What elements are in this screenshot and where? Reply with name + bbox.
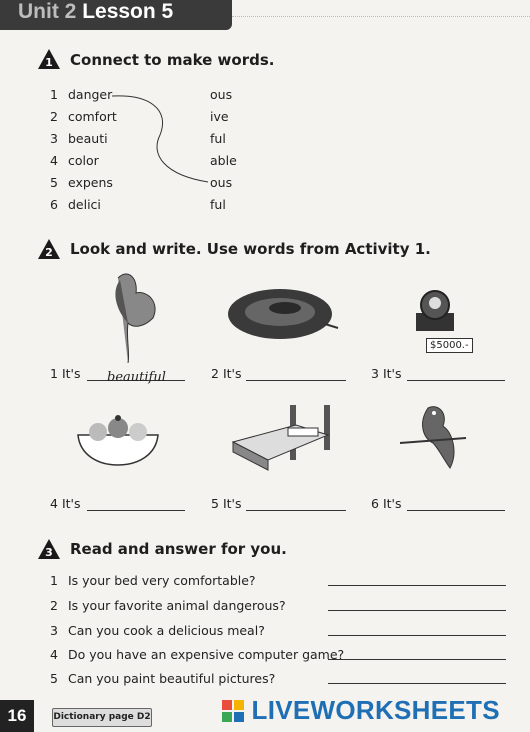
section-3-badge xyxy=(37,538,59,558)
suffix-1[interactable]: ous xyxy=(210,87,233,102)
suffix-5[interactable]: ous xyxy=(210,175,233,190)
brand-name: LIVEWORKSHEETS xyxy=(251,695,500,725)
answer-line-5[interactable] xyxy=(246,496,346,511)
dictionary-reference: Dictionary page D2 xyxy=(52,708,152,727)
section-3-title: Read and answer for you. xyxy=(70,540,287,558)
left-word-1: 1 danger xyxy=(50,87,113,102)
question-2-answer-line[interactable] xyxy=(328,596,506,611)
left-word-4: 4 color xyxy=(50,153,99,168)
answer-1-text: beautiful xyxy=(107,370,166,385)
question-1: 1 Is your bed very comfortable? xyxy=(50,573,256,588)
suffix-2[interactable]: ive xyxy=(210,109,229,124)
unit-label: Unit 2 xyxy=(18,0,77,23)
question-5: 5 Can you paint beautiful pictures? xyxy=(50,671,276,686)
header-dotted-rule xyxy=(232,2,530,17)
snake-icon xyxy=(225,284,340,344)
answer-line-1[interactable] xyxy=(87,366,185,385)
liveworksheets-logo[interactable] xyxy=(222,696,500,724)
answer-line-3[interactable] xyxy=(407,366,505,381)
answer-line-6[interactable] xyxy=(407,496,505,511)
section-2-title: Look and write. Use words from Activity 1. xyxy=(70,240,431,258)
section-1-badge xyxy=(37,48,59,68)
ring-icon xyxy=(410,283,460,333)
bed-icon xyxy=(228,400,333,475)
item-5: 5 It's xyxy=(211,496,242,511)
question-3-answer-line[interactable] xyxy=(328,621,506,636)
question-5-answer-line[interactable] xyxy=(328,669,506,684)
left-word-3: 3 beauti xyxy=(50,131,108,146)
price-tag: $5000.- xyxy=(426,338,473,353)
suffix-4[interactable]: able xyxy=(210,153,237,168)
section-1-number: 1 xyxy=(45,56,53,69)
example-connector-line xyxy=(110,90,210,190)
item-1: 1 It's xyxy=(50,366,81,381)
left-word-6: 6 delici xyxy=(50,197,101,212)
left-word-5: 5 expens xyxy=(50,175,113,190)
section-3-number: 3 xyxy=(45,546,53,559)
suffix-3[interactable]: ful xyxy=(210,131,226,146)
item-3: 3 It's xyxy=(371,366,402,381)
lesson-label: Lesson 5 xyxy=(82,0,174,23)
right-suffix-list xyxy=(210,87,270,219)
unit-lesson-header xyxy=(0,0,232,30)
ice-cream-icon xyxy=(68,410,168,470)
section-2-badge xyxy=(37,238,59,258)
left-word-2: 2 comfort xyxy=(50,109,117,124)
liveworksheets-logo-icon xyxy=(222,700,244,722)
item-4: 4 It's xyxy=(50,496,81,511)
page-number: 16 xyxy=(0,700,34,732)
question-4-answer-line[interactable] xyxy=(328,645,506,660)
question-2: 2 Is your favorite animal dangerous? xyxy=(50,598,286,613)
answer-line-4[interactable] xyxy=(87,496,185,511)
question-4: 4 Do you have an expensive computer game? xyxy=(50,647,345,662)
answer-line-2[interactable] xyxy=(246,366,346,381)
question-3: 3 Can you cook a delicious meal? xyxy=(50,623,265,638)
section-1-title: Connect to make words. xyxy=(70,51,275,69)
parrot-icon xyxy=(398,398,468,478)
item-2: 2 It's xyxy=(211,366,242,381)
question-1-answer-line[interactable] xyxy=(328,571,506,586)
section-2-number: 2 xyxy=(45,246,53,259)
suffix-6[interactable]: ful xyxy=(210,197,226,212)
item-6: 6 It's xyxy=(371,496,402,511)
flower-icon xyxy=(98,268,162,363)
